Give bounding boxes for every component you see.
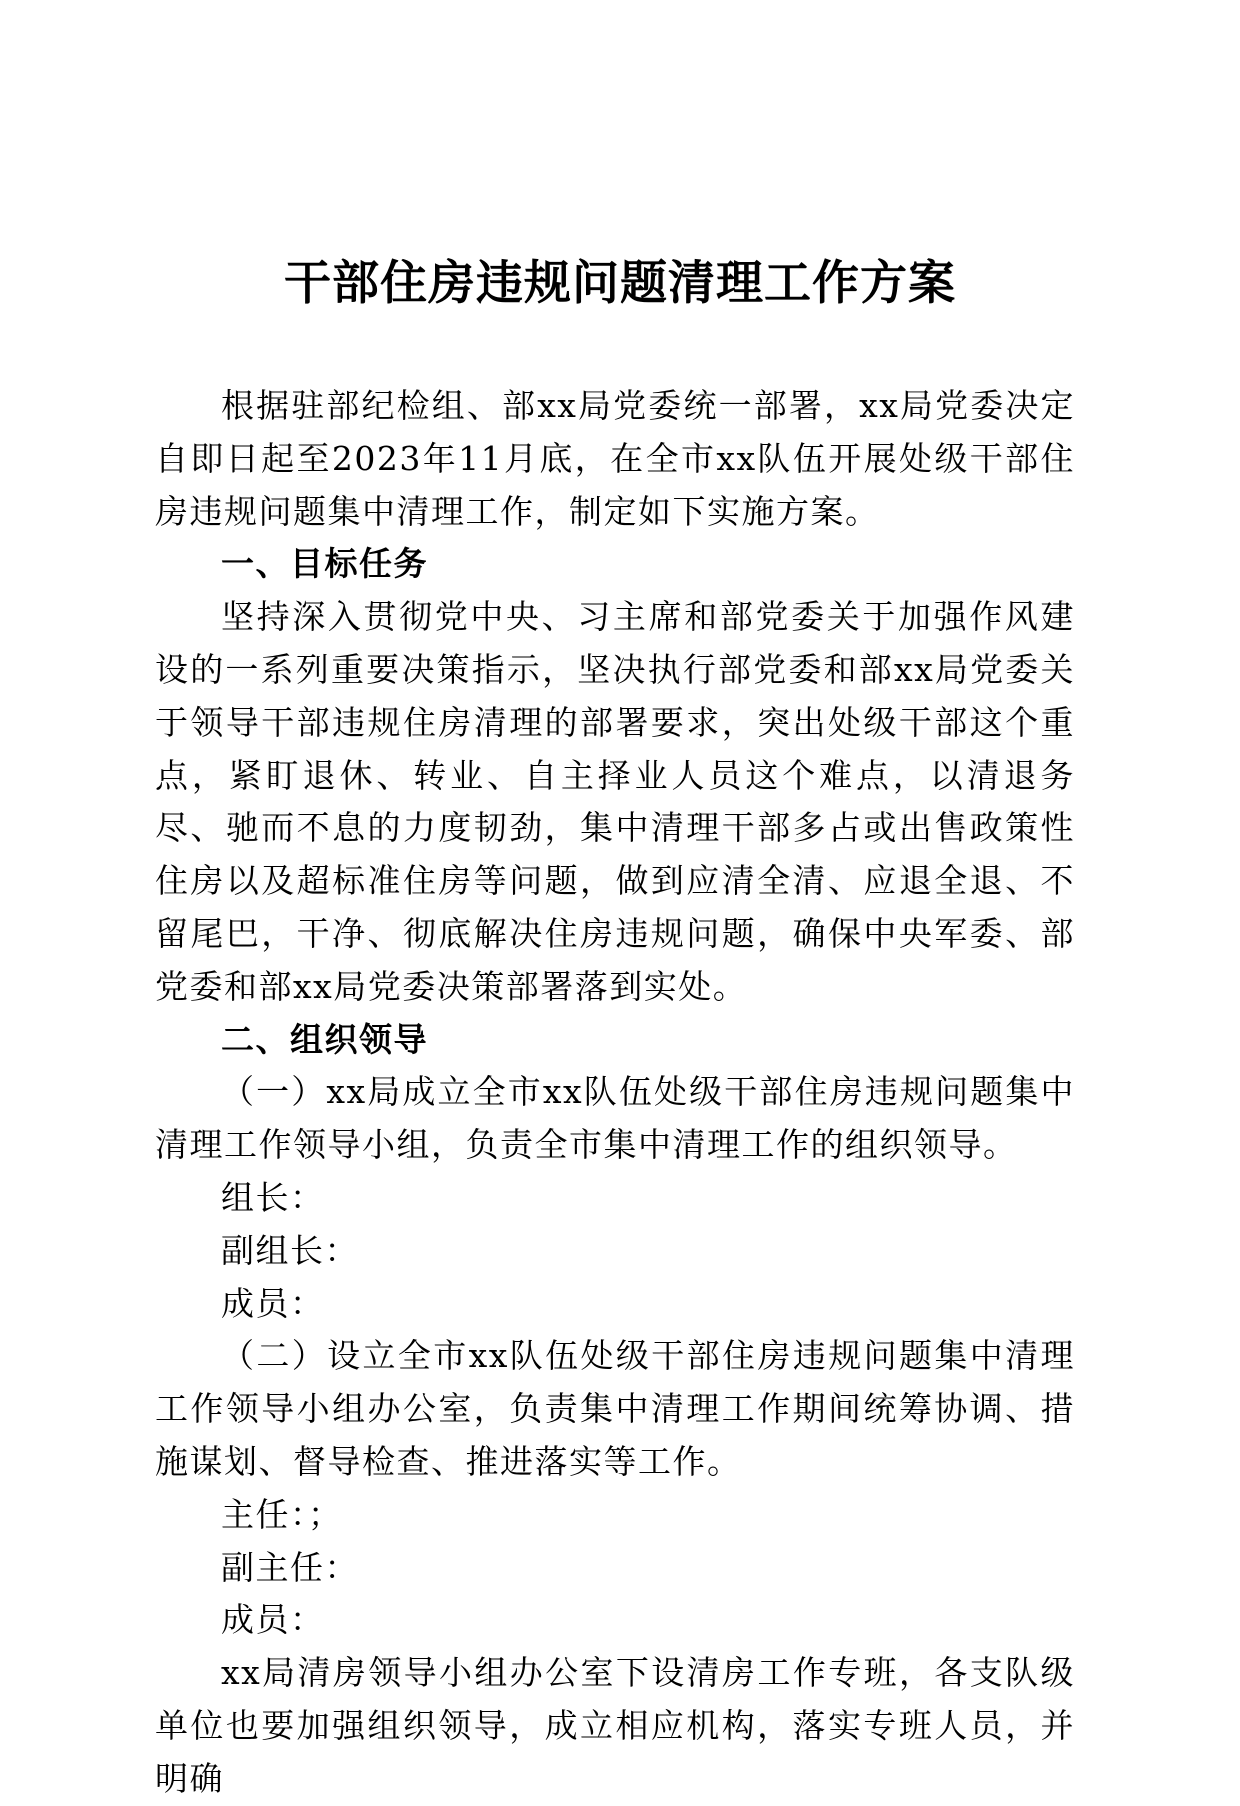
goals-paragraph: 坚持深入贯彻党中央、习主席和部党委关于加强作风建设的一系列重要决策指示，坚决执行部党委和部xx局党委关于领导干部违规住房清理的部署要求，突出处级干部这个重点，紧盯退休、转业、自主择业人员这个难点，以清退务尽、驰而不息的力度韧劲，集中清理干部多占或出售政策性住房以及超标准住房等问题，做到应清全清、应退全退、不留尾巴，干净、彻底解决住房违规问题，确保中央军委、部党委和部xx局党委决策部署落到实处。 xyxy=(155,597,1075,1006)
document-title: 干部住房违规问题清理工作方案 xyxy=(284,256,956,311)
task-force-paragraph: xx局清房领导小组办公室下设清房工作专班，各支队级单位也要加强组织领导，成立相应机构，落实专班人员，并明确 xyxy=(155,1653,1075,1798)
deputy-group-leader-line: 副组长： xyxy=(221,1230,359,1270)
group-members-line: 成员： xyxy=(221,1283,325,1323)
section-heading-goals: 一、目标任务 xyxy=(221,544,428,584)
leading-group-paragraph: （一）xx局成立全市xx队伍处级干部住房违规问题集中清理工作领导小组，负责全市集中清理工作的组织领导。 xyxy=(155,1072,1075,1165)
group-leader-line: 组长： xyxy=(221,1177,325,1217)
office-director-line: 主任：； xyxy=(221,1494,343,1534)
intro-paragraph: 根据驻部纪检组、部xx局党委统一部署，xx局党委决定自即日起至2023年11月底，在全市xx队伍开展处级干部住房违规问题集中清理工作，制定如下实施方案。 xyxy=(155,386,1075,531)
document-body xyxy=(155,380,1075,1806)
office-paragraph: （二）设立全市xx队伍处级干部住房违规问题集中清理工作领导小组办公室，负责集中清理工作期间统筹协调、措施谋划、督导检查、推进落实等工作。 xyxy=(155,1336,1075,1481)
office-members-line: 成员： xyxy=(221,1600,325,1640)
office-deputy-director-line: 副主任： xyxy=(221,1547,359,1587)
section-heading-organization: 二、组织领导 xyxy=(221,1019,428,1059)
